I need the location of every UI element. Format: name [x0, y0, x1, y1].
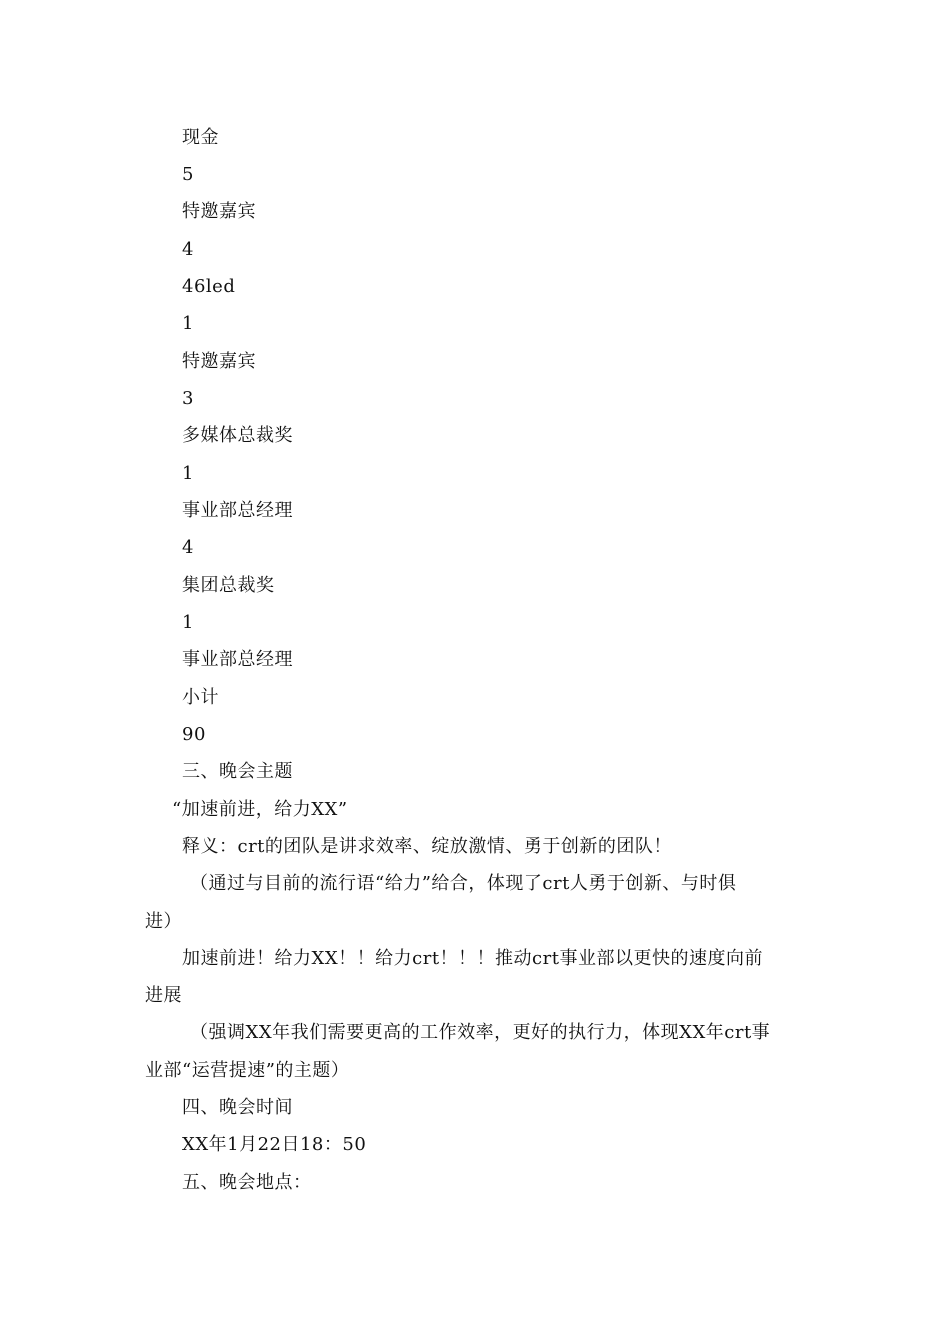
text-line: 特邀嘉宾: [182, 201, 256, 222]
text-line: 5: [182, 164, 194, 185]
paragraph-line: 业部“运营提速”的主题）: [145, 1060, 350, 1081]
paragraph-line: 加速前进！给力XX！！给力crt！！！推动crt事业部以更快的速度向前: [182, 948, 763, 969]
section-heading: 三、晚会主题: [182, 761, 293, 782]
text-line: 现金: [182, 127, 219, 148]
paragraph-line: 进展: [145, 985, 182, 1006]
text-line: 事业部总经理: [182, 500, 293, 521]
text-line: 1: [182, 313, 194, 334]
text-line: 多媒体总裁奖: [182, 425, 293, 446]
text-line: 46led: [182, 276, 236, 297]
text-line: 集团总裁奖: [182, 575, 275, 596]
event-time: XX年1月22日18：50: [182, 1134, 367, 1155]
section-heading: 五、晚会地点：: [182, 1172, 312, 1193]
text-line: 3: [182, 388, 194, 409]
theme-slogan: “加速前进，给力XX”: [172, 799, 348, 820]
text-line: 事业部总经理: [182, 649, 293, 670]
section-heading: 四、晚会时间: [182, 1097, 293, 1118]
paragraph-line: 释义：crt的团队是讲求效率、绽放激情、勇于创新的团队！: [182, 836, 672, 857]
text-line: 特邀嘉宾: [182, 351, 256, 372]
text-line: 4: [182, 239, 194, 260]
text-line: 90: [182, 724, 206, 745]
text-line: 4: [182, 537, 194, 558]
paragraph-line: （强调XX年我们需要更高的工作效率，更好的执行力，体现XX年crt事: [190, 1022, 771, 1043]
paragraph-line: （通过与目前的流行语“给力”给合，体现了crt人勇于创新、与时俱: [190, 873, 737, 894]
text-line: 1: [182, 463, 194, 484]
paragraph-line: 进）: [145, 911, 182, 932]
text-line: 小计: [182, 687, 219, 708]
text-line: 1: [182, 612, 194, 633]
